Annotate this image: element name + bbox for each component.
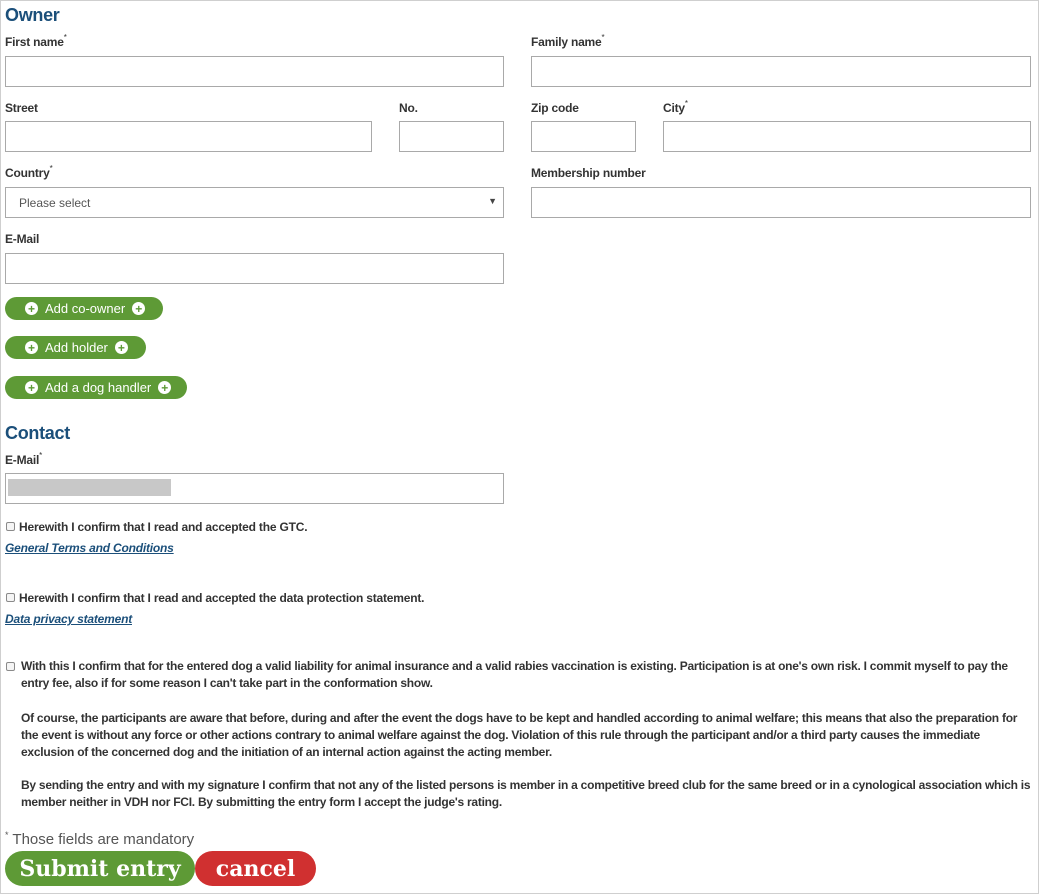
submit-entry-button[interactable]: Submit entry (5, 851, 195, 886)
add-holder-button[interactable] (5, 336, 146, 359)
privacy-checkbox-label: Herewith I confirm that I read and accepted the data protection statement. (19, 591, 425, 605)
first-name-input[interactable] (5, 56, 504, 87)
add-holder-label: Add holder (45, 340, 108, 355)
liability-paragraph-2: Of course, the participants are aware that before, during and after the event the dogs have to be kept and handled according to animal welfare; this means that also the preparation for the event is without any force or other actions contrary to animal welfare against the dog. Violation of this rule through the participant and/or a third party causes the immediate exclusion of the concerned dog and the initiation of an internal action against the acting member. (21, 711, 1018, 759)
city-input[interactable] (663, 121, 1031, 152)
zip-code-input[interactable] (531, 121, 636, 152)
street-input[interactable] (5, 121, 372, 152)
privacy-checkbox[interactable] (6, 593, 15, 602)
add-dog-handler-button[interactable] (5, 376, 187, 399)
privacy-link[interactable]: Data privacy statement (5, 612, 132, 626)
family-name-label: Family name* (531, 33, 605, 49)
gtc-link[interactable]: General Terms and Conditions (5, 541, 174, 555)
street-label: Street (5, 101, 38, 115)
plus-circle-icon: + (132, 302, 145, 315)
first-name-label: First name* (5, 33, 67, 49)
family-name-input[interactable] (531, 56, 1031, 87)
owner-section-title: Owner (5, 5, 60, 25)
liability-paragraph-3: By sending the entry and with my signature I confirm that not any of the listed persons is member in a competitive breed club for the same breed or in a cynological association which is member neither in VDH nor FCI. By submitting the entry form I accept the judge's rating. (21, 778, 1031, 809)
mandatory-note: * Those fields are mandatory (5, 830, 195, 848)
membership-number-label: Membership number (531, 166, 646, 180)
contact-section-title: Contact (5, 423, 70, 443)
owner-email-label: E-Mail (5, 232, 40, 246)
plus-circle-icon: + (158, 381, 171, 394)
gtc-checkbox-label: Herewith I confirm that I read and accepted the GTC. (19, 520, 308, 534)
city-label: City* (663, 99, 688, 115)
gtc-checkbox[interactable] (6, 522, 15, 531)
country-label: Country* (5, 164, 53, 180)
liability-paragraph-1: With this I confirm that for the entered dog a valid liability for animal insurance and a valid rabies vaccination is existing. Participation is at one's own risk. I commit myself to pay the entry fee, also if for some reason I can't take part in the conformation show. (21, 659, 1008, 690)
country-select-value: Please select (19, 195, 91, 210)
zip-code-label: Zip code (531, 101, 579, 115)
add-co-owner-button[interactable] (5, 297, 163, 320)
cancel-button[interactable]: cancel (195, 851, 316, 886)
redacted-email-value (8, 479, 171, 496)
plus-circle-icon: + (115, 341, 128, 354)
add-dog-handler-label: Add a dog handler (45, 380, 152, 395)
contact-email-label: E-Mail* (5, 451, 43, 467)
plus-circle-icon: + (25, 381, 38, 394)
plus-circle-icon: + (25, 341, 38, 354)
country-select[interactable] (5, 187, 504, 218)
liability-checkbox[interactable] (6, 662, 15, 671)
house-number-input[interactable] (399, 121, 504, 152)
contact-email-input[interactable] (5, 473, 504, 504)
add-co-owner-label: Add co-owner (45, 301, 126, 316)
house-number-label: No. (399, 101, 418, 115)
membership-number-input[interactable] (531, 187, 1031, 218)
owner-email-input[interactable] (5, 253, 504, 284)
triangle-down-icon: ▼ (488, 196, 497, 206)
plus-circle-icon: + (25, 302, 38, 315)
